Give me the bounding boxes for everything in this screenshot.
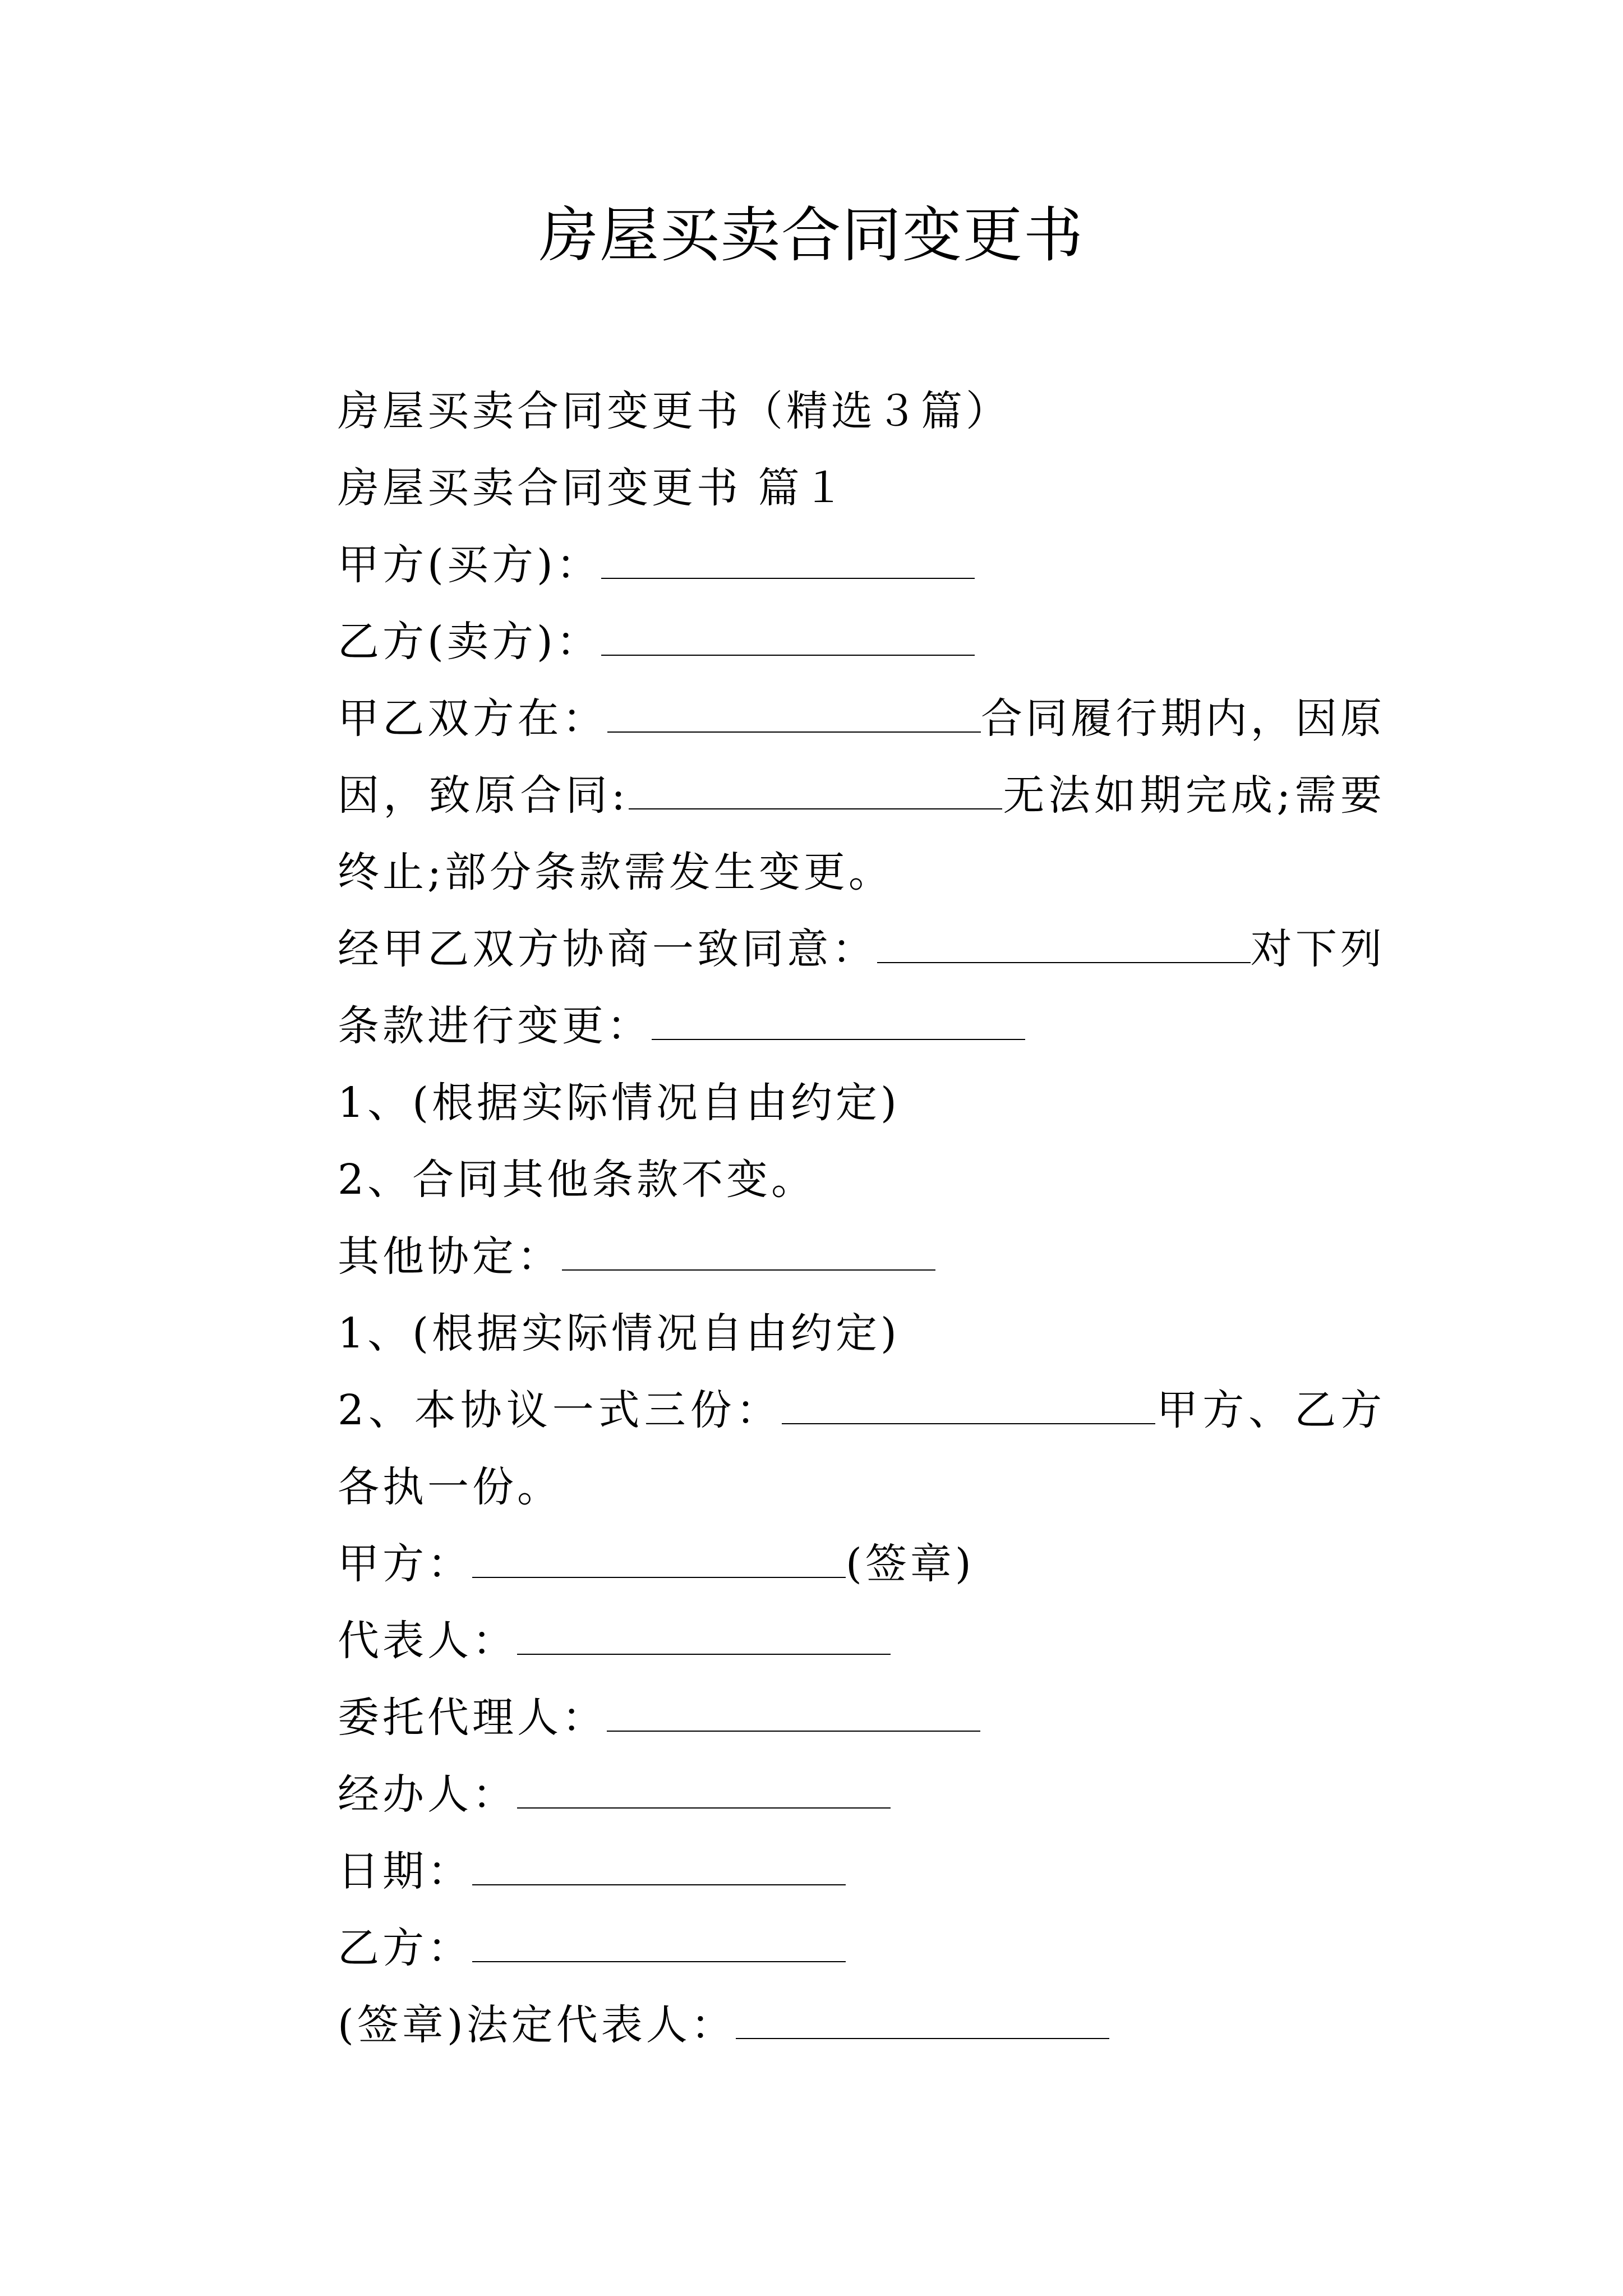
party-a-line <box>250 527 1385 604</box>
signature-party-a-label: 甲方： <box>338 1540 472 1588</box>
blank-line <box>607 1699 980 1732</box>
document-body <box>250 373 1385 2064</box>
other-agreement-label: 其他协定： <box>338 1232 562 1281</box>
text-segment: 对下列条款进行变更： <box>338 925 1386 1050</box>
signature-party-b <box>250 1910 1385 1987</box>
party-b-line <box>250 604 1385 680</box>
clause-item-1: 1、(根据实际情况自由约定) <box>338 1079 900 1127</box>
clause-item-2: 2、合同其他条款不变。 <box>338 1156 817 1204</box>
blank-line <box>601 623 975 656</box>
blank-line <box>782 1392 1155 1424</box>
blank-line <box>472 1545 846 1578</box>
signature-party-a <box>250 1526 1385 1603</box>
blank-line <box>517 1776 891 1809</box>
party-b-label: 乙方(卖方)： <box>338 618 601 666</box>
blank-line <box>629 777 1002 809</box>
paragraph-copies <box>250 1372 1385 1526</box>
handler-label: 经办人： <box>338 1770 517 1819</box>
agent-label: 委托代理人： <box>338 1694 607 1742</box>
blank-line <box>517 1622 891 1655</box>
representative-label: 代表人： <box>338 1617 517 1665</box>
date-label: 日期： <box>338 1847 472 1895</box>
paragraph-agreement <box>250 911 1385 1065</box>
party-a-label: 甲方(买方)： <box>338 541 601 589</box>
part-heading: 房屋买卖合同变更书 篇１ <box>338 464 848 512</box>
legal-representative-label: (签章)法定代表人： <box>338 2001 736 2049</box>
signature-party-b-label: 乙方： <box>338 1924 472 1972</box>
blank-line <box>562 1238 935 1271</box>
blank-line <box>652 1007 1025 1040</box>
agent-line <box>250 1680 1385 1756</box>
blank-line <box>877 931 1251 963</box>
text-segment: 合同履行期内，因原因，致原合同: <box>338 694 1386 820</box>
blank-line <box>601 546 975 579</box>
handler-line <box>250 1756 1385 1833</box>
text-segment: 甲方、乙方各执一份。 <box>338 1386 1385 1511</box>
text-segment: 2、本协议一式三份： <box>338 1386 782 1434</box>
paragraph-change-reason <box>250 680 1385 911</box>
other-item-1: 1、(根据实际情况自由约定) <box>338 1309 900 1358</box>
legal-representative-line <box>250 1987 1385 2064</box>
representative-line <box>250 1603 1385 1680</box>
blank-line <box>472 1853 846 1885</box>
blank-line <box>607 700 981 733</box>
seal-label: (签章) <box>846 1540 975 1588</box>
blank-line <box>472 1930 846 1962</box>
document-title: 房屋买卖合同变更书 <box>539 201 1084 270</box>
date-line <box>250 1833 1385 1910</box>
blank-line <box>736 2007 1109 2039</box>
text-segment: 经甲乙双方协商一致同意： <box>338 925 877 973</box>
text-segment: 无法如期完成;需要终止;部分条款需发生变更。 <box>338 771 1385 896</box>
other-agreement-line <box>250 1218 1385 1295</box>
text-segment: 甲乙双方在： <box>338 694 607 743</box>
subtitle: 房屋买卖合同变更书（精选３篇） <box>338 387 1011 435</box>
